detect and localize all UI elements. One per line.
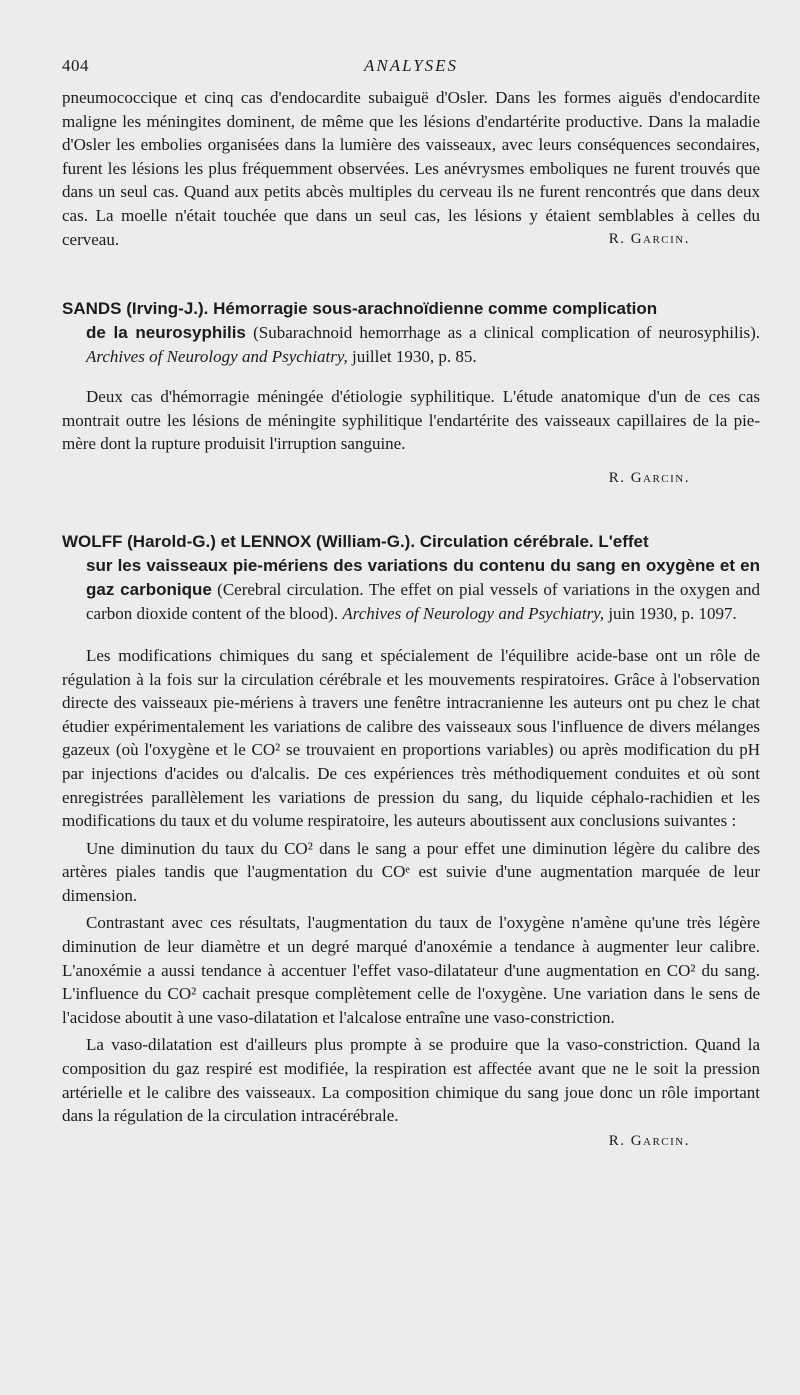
entry-title-bold: SANDS (Irving-J.). Hémorragie sous-arachnoïdienne comme complication bbox=[62, 299, 658, 319]
running-title: ANALYSES bbox=[363, 56, 459, 75]
abstract-paragraph: Une diminution du taux du CO² dans le sang a pour effet une diminution légère du calibre des artères piales tandis que l'augmentation du COᵉ est suivie d'une augmentation marquée de leur dimension. bbox=[62, 838, 760, 905]
abstract-paragraph: Les modifications chimiques du sang et spécialement de l'équilibre acide-base ont un rôle de régulation à la fois sur la circulation cérébrale et les mouvements respiratoires. Grâce à l'observation directe des vaisseaux pie-mériens à travers une fenêtre intracranienne les auteurs ont pu chez le chat étudier expérimentalement les variations de calibre des vaisseaux sous l'influence de divers mélanges gazeux (où l'oxygène et le CO² se trouvaient en proportions variables) ou après modification du pH par injections d'acides ou d'alcalis. De ces expériences très méthodiquement conduites et où sont enregistrées parallèlement les variations de pression du sang, du liquide céphalo-rachidien et les modifications du taux et du volume respiratoire, les auteurs aboutissent aux conclusions suivantes : bbox=[62, 645, 760, 831]
entry-title bbox=[62, 297, 760, 369]
entry-title-bold-cont: sur les vaisseaux pie-mériens des variations du contenu du sang en oxygène et en gaz carbonique bbox=[86, 555, 760, 599]
journal-name: Archives of Neurology and Psychiatry, bbox=[342, 603, 605, 623]
journal-name: Archives of Neurology and Psychiatry, bbox=[86, 347, 348, 367]
entry-title-english: (Subarachnoid hemorrhage as a clinical complication of neurosyphilis). bbox=[245, 323, 760, 343]
abstract-paragraph: La vaso-dilatation est d'ailleurs plus prompte à se produire que la vaso-constriction. Quand la composition du gaz respiré est modifiée, la respiration est affectée avant que ne le soit la pression artérielle et le calibre des vaisseaux. La composition chimique du sang joue donc un rôle important dans la régulation de la circulation intracérébrale. bbox=[62, 1035, 760, 1126]
entry-title-hang bbox=[62, 321, 760, 369]
abstract-paragraph: Contrastant avec ces résultats, l'augmentation du taux de l'oxygène n'amène qu'une très légère diminution de leur diamètre et un degré marqué d'anoxémie a tendance à augmenter leur calibre. L'anoxémie a aussi tendance à accentuer l'effet vaso-dilatateur d'une augmentation en CO² du sang. L'influence du CO² cachait presque complètement celle de l'oxygène. Une variation dans le sens de l'acidose aboutit à une vaso-dilatation et l'alcalose entraîne une vaso-constriction. bbox=[62, 913, 760, 1027]
entry-title-hang bbox=[62, 554, 760, 626]
journal-date: juin 1930, p. 1097. bbox=[604, 603, 737, 623]
entry-title-bold: WOLFF (Harold-G.) et LENNOX (William-G.). Circulation cérébrale. L'effet bbox=[62, 531, 649, 551]
entry-title bbox=[62, 530, 760, 626]
signature: R. Garcin. bbox=[608, 231, 690, 248]
signature: R. Garcin. bbox=[608, 1132, 690, 1149]
journal-date: juillet 1930, p. 85. bbox=[347, 347, 477, 367]
abstract-paragraph: Deux cas d'hémorragie méningée d'étiologie syphilitique. L'étude anatomique d'un de ces cas montrait outre les lésions de méningite syphilitique l'endartérite des vaisseaux capillaires de la pie-mère dont la rupture produisit l'irruption sanguine. bbox=[62, 387, 760, 454]
continuation-paragraph: pneumococcique et cinq cas d'endocardite subaiguë d'Osler. Dans les formes aiguës d'endocardite maligne les méningites dominent, de même que les lésions d'endartérite productive. Dans la maladie d'Osler les embolies organisées dans la lumière des vaisseaux, avec leurs conséquences secondaires, furent les lésions les plus fréquemment observées. Les anévrysmes emboliques ne furent trouvés que dans un seul cas. Quand aux petits abcès multiples du cerveau ils ne furent rencontrés que dans deux cas. La moelle n'était touchée que dans un seul cas, les lésions y étaient semblables à celles du cerveau. bbox=[62, 88, 760, 249]
running-header bbox=[62, 56, 760, 86]
entry-title-bold-cont: de la neurosyphilis bbox=[86, 323, 246, 343]
signature: R. Garcin. bbox=[608, 469, 690, 486]
page-number: 404 bbox=[62, 56, 89, 75]
continuation-abstract bbox=[62, 86, 760, 251]
entry-wolff-lennox bbox=[62, 530, 760, 1153]
entry-sands bbox=[62, 297, 760, 490]
entry-title-english: (Cerebral circulation. The effet on pial vessels of variations in the oxygen and carbon dioxide content of the blood). bbox=[86, 579, 760, 623]
